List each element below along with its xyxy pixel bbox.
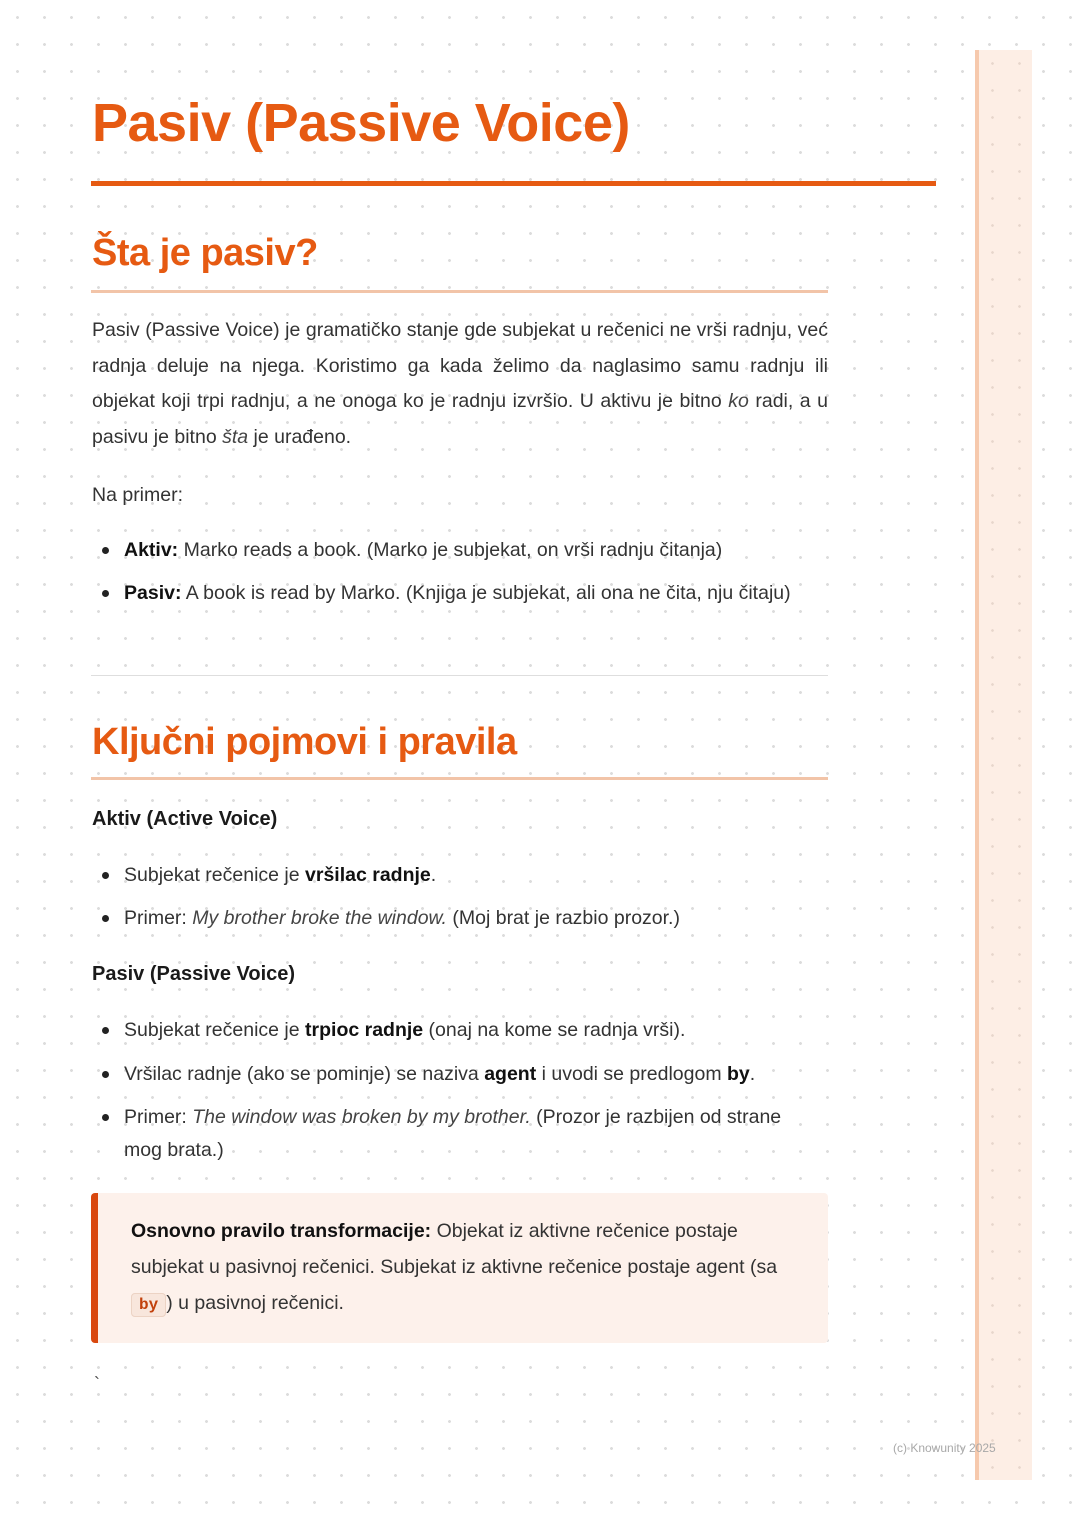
paragraph-text: Pasiv (Passive Voice) je gramatičko stanje gde subjekat u rečenici ne vrši radnju, već radnja deluje na njega. Koristimo ga kada želimo da naglasimo samu radnju ili objekat koji trpi radnju, a ne onoga ko je radnju izvršio. U aktivu je bitno bbox=[92, 319, 828, 412]
stray-backtick: ` bbox=[94, 1374, 100, 1394]
list-text: Primer: bbox=[124, 907, 193, 929]
subheading-passive-voice: Pasiv (Passive Voice) bbox=[92, 963, 296, 985]
list-text: Subjekat rečenice je bbox=[124, 1019, 306, 1041]
list-item bbox=[124, 577, 804, 610]
list-bold: trpioc radnje bbox=[305, 1019, 424, 1041]
list-bold: agent bbox=[484, 1063, 537, 1085]
example-text: Marko reads a book. (Marko je subjekat, on vrši radnju čitanja) bbox=[178, 539, 723, 561]
callout-body: Objekat iz aktivne rečenice postaje subjekat u pasivnoj rečenici. Subjekat iz aktivne rečenice postaje agent (sa bbox=[131, 1220, 778, 1278]
copyright-footer: (c) Knowunity 2025 bbox=[893, 1441, 996, 1455]
section-underline bbox=[91, 777, 828, 780]
list-bold: vršilac radnje bbox=[305, 864, 431, 886]
section-heading-key-concepts: Ključni pojmovi i pravila bbox=[92, 721, 517, 763]
section-underline bbox=[91, 290, 828, 293]
list-item bbox=[124, 859, 804, 892]
subheading-active-voice: Aktiv (Active Voice) bbox=[92, 808, 278, 830]
page-title: Pasiv (Passive Voice) bbox=[92, 93, 630, 153]
paragraph-text: radi, a u pasivu je bitno bbox=[92, 390, 828, 448]
callout-bold: Osnovno pravilo transformacije: bbox=[131, 1220, 432, 1242]
intro-paragraph bbox=[92, 313, 828, 455]
list-italic: The window was broken by my brother. bbox=[192, 1106, 531, 1128]
list-text: . bbox=[749, 1063, 756, 1085]
list-text: (Moj brat je razbio prozor.) bbox=[446, 907, 680, 929]
list-text: Primer: bbox=[124, 1106, 193, 1128]
callout-body: ) u pasivnoj rečenici. bbox=[166, 1292, 344, 1314]
list-item bbox=[124, 902, 804, 935]
list-item bbox=[124, 1101, 804, 1167]
list-text: . bbox=[430, 864, 437, 886]
paragraph-emphasis: ko bbox=[728, 390, 749, 412]
list-italic: My brother broke the window. bbox=[192, 907, 447, 929]
list-text: (Prozor je razbijen od strane mog brata.) bbox=[124, 1106, 782, 1161]
example-intro: Na primer: bbox=[92, 484, 184, 506]
list-bold: by bbox=[727, 1063, 750, 1085]
section-divider bbox=[91, 675, 828, 676]
list-text: Subjekat rečenice je bbox=[124, 864, 306, 886]
list-text: i uvodi se predlogom bbox=[536, 1063, 727, 1085]
list-text: Vršilac radnje (ako se pominje) se naziva bbox=[124, 1063, 485, 1085]
side-margin-strip bbox=[975, 50, 1032, 1480]
title-underline bbox=[91, 181, 936, 186]
callout-text bbox=[131, 1213, 793, 1323]
rule-callout bbox=[91, 1193, 828, 1343]
paragraph-text: je urađeno. bbox=[248, 425, 352, 448]
list-text: (onaj na kome se radnja vrši). bbox=[423, 1019, 686, 1041]
list-item bbox=[124, 1058, 804, 1091]
inline-code: by bbox=[131, 1293, 166, 1317]
example-label: Pasiv: bbox=[124, 582, 182, 604]
list-item bbox=[124, 534, 804, 567]
paragraph-emphasis: šta bbox=[222, 425, 249, 448]
section-heading-what-is-passive: Šta je pasiv? bbox=[92, 232, 318, 274]
example-text: A book is read by Marko. (Knjiga je subjekat, ali ona ne čita, nju čitaju) bbox=[181, 582, 791, 604]
list-item bbox=[124, 1014, 804, 1047]
example-label: Aktiv: bbox=[124, 539, 179, 561]
